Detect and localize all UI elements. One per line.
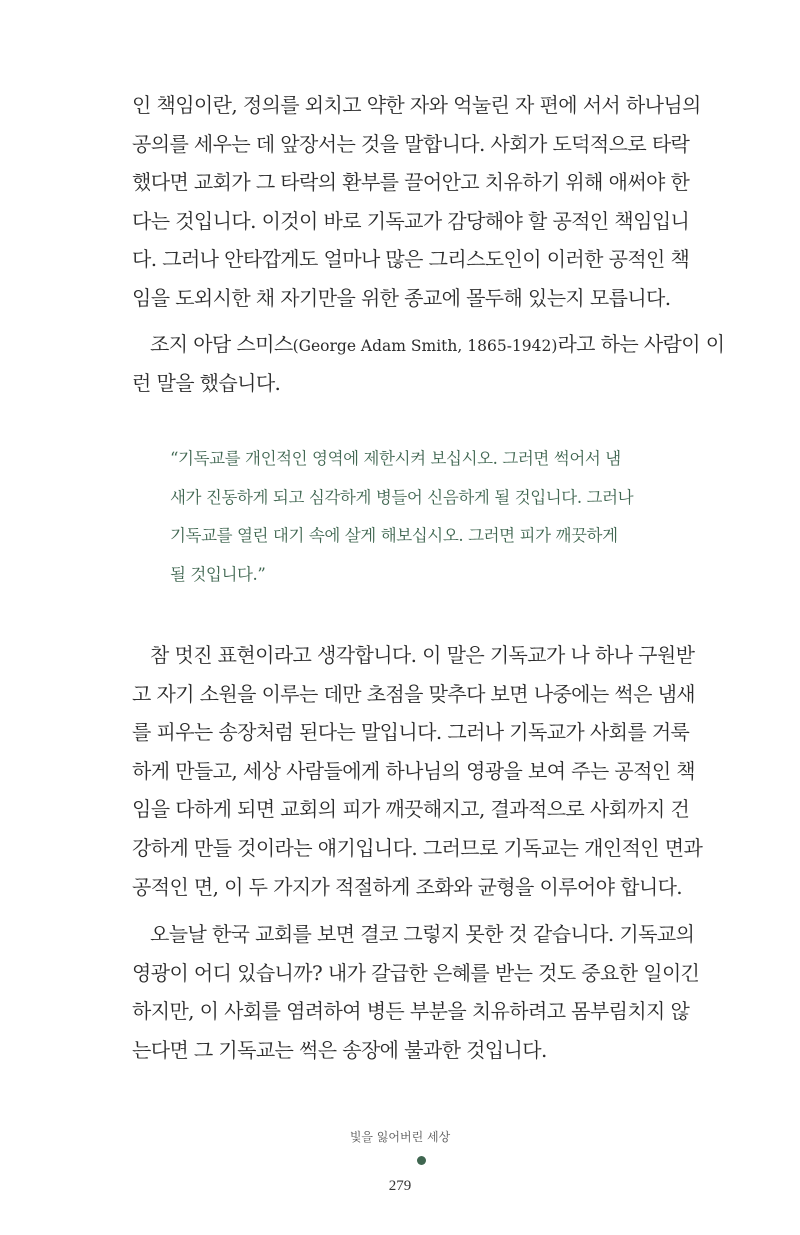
paragraph-george-adam-smith [132, 325, 725, 402]
quote-line: 될 것입니다.” [170, 564, 266, 584]
text-fragment: 조지 아담 스미스 [150, 332, 293, 356]
text-line: 임을 도외시한 채 자기만을 위한 종교에 몰두해 있는지 모릅니다. [132, 285, 671, 310]
footer-dot-ornament [417, 1156, 426, 1165]
paragraph-wonderful-expression [132, 636, 703, 906]
text-line: 하게 만들고, 세상 사람들에게 하나님의 영광을 보여 주는 공적인 책 [132, 758, 696, 783]
text-line: 다는 것입니다. 이것이 바로 기독교가 감당해야 할 공적인 책임입니 [132, 208, 690, 233]
text-line: 오늘날 한국 교회를 보면 결코 그렇지 못한 것 같습니다. 기독교의 [150, 922, 695, 946]
text-line: 런 말을 했습니다. [132, 370, 281, 395]
paragraph-korean-church-today [132, 915, 700, 1069]
text-fragment: 라고 하는 사람이 이 [557, 332, 725, 356]
text-line: 임을 다하게 되면 교회의 피가 깨끗해지고, 결과적으로 사회까지 건 [132, 797, 690, 822]
text-line: 를 피우는 송장처럼 된다는 말입니다. 그러나 기독교가 사회를 거룩 [132, 720, 690, 745]
paragraph-public-responsibility [132, 86, 701, 318]
text-line: 공적인 면, 이 두 가지가 적절하게 조화와 균형을 이루어야 합니다. [132, 874, 683, 899]
text-line: 공의를 세우는 데 앞장서는 것을 말합니다. 사회가 도덕적으로 타락 [132, 131, 690, 156]
quote-line: 새가 진동하게 되고 심각하게 병들어 신음하게 될 것입니다. 그러나 [170, 487, 634, 507]
text-line: 강하게 만들 것이라는 얘기입니다. 그러므로 기독교는 개인적인 면과 [132, 835, 703, 860]
text-line: 했다면 교회가 그 타락의 환부를 끌어안고 치유하기 위해 애써야 한 [132, 170, 690, 195]
text-line: 다. 그러나 안타깝게도 얼마나 많은 그리스도인이 이러한 공적인 책 [132, 247, 690, 272]
text-line: 영광이 어디 있습니까? 내가 갈급한 은혜를 받는 것도 중요한 일이긴 [132, 960, 700, 985]
block-quote [170, 440, 670, 594]
text-line: 는다면 그 기독교는 썩은 송장에 불과한 것입니다. [132, 1037, 547, 1062]
text-line: 하지만, 이 사회를 염려하여 병든 부분을 치유하려고 몸부림치지 않 [132, 999, 690, 1024]
running-footer-book-title: 빛을 잃어버린 세상 [349, 1130, 451, 1144]
text-line: 인 책임이란, 정의를 외치고 약한 자와 억눌린 자 편에 서서 하나님의 [132, 93, 701, 117]
text-line [132, 325, 725, 364]
quote-line: “기독교를 개인적인 영역에 제한시켜 보십시오. 그러면 썩어서 냄 [170, 449, 621, 468]
quote-line: 기독교를 열린 대기 속에 살게 해보십시오. 그러면 피가 깨끗하게 [170, 526, 618, 546]
latin-name-annotation: (George Adam Smith, 1865-1942) [292, 337, 558, 355]
page-number: 279 [388, 1178, 412, 1194]
text-line: 참 멋진 표현이라고 생각합니다. 이 말은 기독교가 나 하나 구원받 [150, 643, 695, 667]
text-line: 고 자기 소원을 이루는 데만 초점을 맞추다 보면 나중에는 썩은 냄새 [132, 681, 696, 706]
